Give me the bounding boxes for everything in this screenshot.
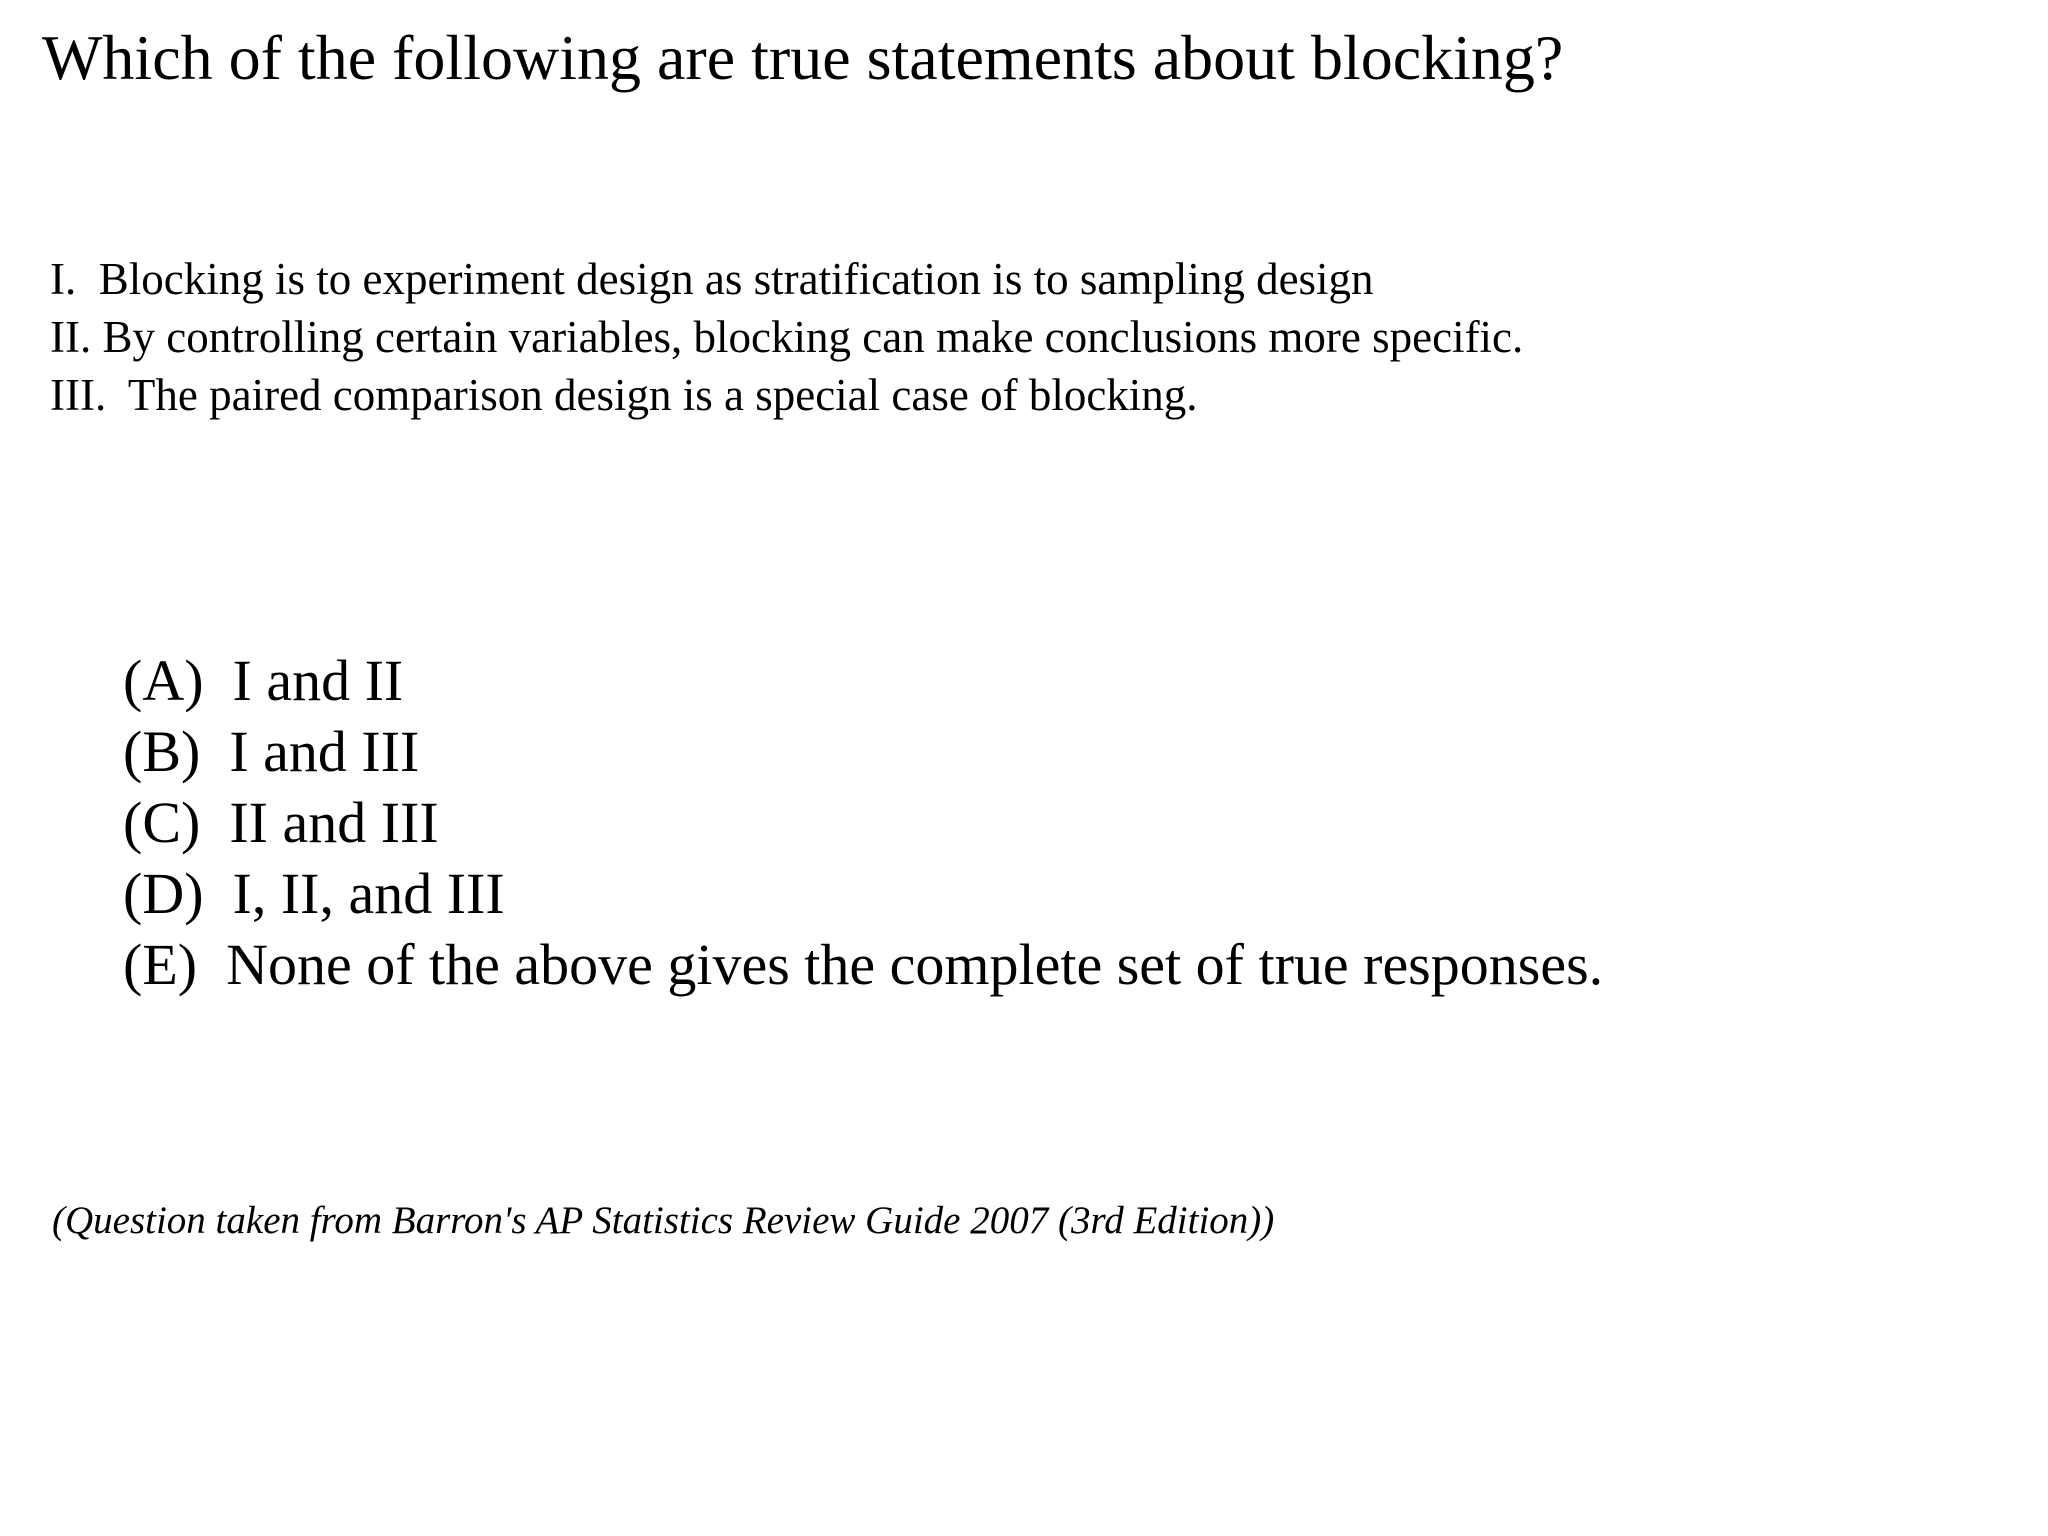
source-citation: (Question taken from Barron's AP Statistics Review Guide 2007 (3rd Edition)) (52, 1199, 1275, 1242)
choice-text: I, II, and III (232, 861, 505, 926)
statement-text: By controlling certain variables, blocking can make conclusions more specific. (102, 312, 1524, 362)
choice-text: I and II (232, 648, 404, 713)
answer-choice-a (123, 645, 1603, 716)
choice-letter: (C) (123, 790, 201, 855)
choice-letter: (D) (123, 861, 204, 926)
statement-item (50, 366, 1523, 424)
question-title: Which of the following are true statements about blocking? (42, 22, 1564, 93)
statement-numeral: II. (50, 312, 92, 362)
choice-text: I and III (229, 719, 420, 784)
answer-choice-list (123, 645, 1603, 1000)
statement-item (50, 308, 1523, 366)
answer-choice-b (123, 716, 1603, 787)
statement-numeral: I. (50, 254, 77, 304)
choice-text: None of the above gives the complete set of true responses. (226, 932, 1604, 997)
statement-numeral: III. (50, 370, 107, 420)
choice-letter: (A) (123, 648, 204, 713)
choice-text: II and III (229, 790, 439, 855)
statement-text: The paired comparison design is a special case of blocking. (127, 370, 1198, 420)
answer-choice-c (123, 787, 1603, 858)
choice-letter: (E) (123, 932, 198, 997)
answer-choice-e (123, 929, 1603, 1000)
choice-letter: (B) (123, 719, 201, 784)
statement-item (50, 250, 1523, 308)
answer-choice-d (123, 858, 1603, 929)
statement-list (50, 250, 1523, 424)
statement-text: Blocking is to experiment design as stratification is to sampling design (98, 254, 1374, 304)
